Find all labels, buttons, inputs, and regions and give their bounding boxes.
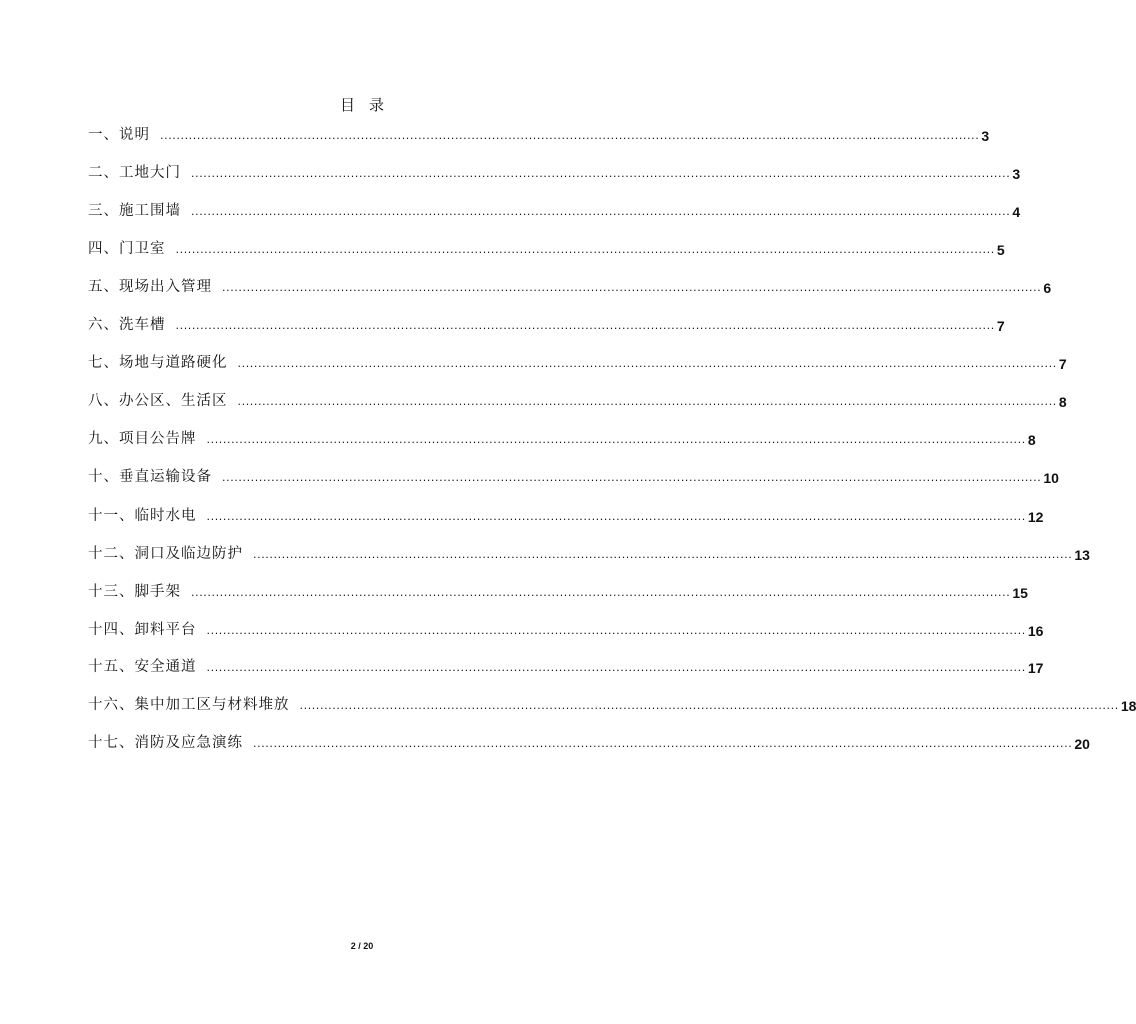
toc-entry-label: 五、现场出入管理 (88, 279, 212, 295)
toc-entry-page: 5 (996, 242, 1005, 258)
toc-entry-label: 十五、安全通道 (88, 659, 197, 675)
toc-leader-dots: ........................................................................................................................................................................................................ (206, 433, 1026, 446)
toc-entry-page: 8 (1027, 432, 1036, 448)
toc-title: 目录 (339, 96, 398, 114)
toc-leader-dots: ........................................................................................................................................................................................................ (206, 624, 1026, 637)
toc-entry-label: 十六、集中加工区与材料堆放 (88, 697, 290, 713)
toc-entry[interactable] (88, 505, 1044, 525)
toc-entry[interactable] (88, 162, 1021, 182)
toc-entry-label: 十四、卸料平台 (88, 622, 197, 638)
toc-leader-dots: ........................................................................................................................................................................................................ (206, 510, 1026, 523)
toc-entry[interactable] (88, 314, 1005, 334)
toc-entry-page: 15 (1012, 585, 1028, 601)
toc-leader-dots: ........................................................................................................................................................................................................ (191, 205, 1011, 218)
toc-entry-label: 一、说明 (88, 127, 150, 143)
toc-entry-page: 7 (1058, 356, 1067, 372)
toc-leader-dots: ........................................................................................................................................................................................................ (206, 661, 1026, 674)
toc-entry-label: 十一、临时水电 (88, 508, 197, 524)
page-indicator: 2 / 20 (350, 941, 374, 951)
toc-entry[interactable] (88, 238, 1005, 258)
toc-entry-page: 8 (1058, 394, 1067, 410)
toc-entry[interactable] (88, 581, 1028, 601)
toc-entry-page: 13 (1074, 547, 1090, 563)
toc-leader-dots: ........................................................................................................................................................................................................ (253, 737, 1073, 750)
toc-entry[interactable] (88, 656, 1044, 676)
toc-entry-page: 17 (1027, 660, 1044, 676)
toc-leader-dots: ........................................................................................................................................................................................................ (237, 357, 1057, 370)
toc-leader-dots: ........................................................................................................................................................................................................ (222, 471, 1042, 484)
toc-entry[interactable] (88, 694, 1136, 714)
toc-entry-label: 十七、消防及应急演练 (88, 735, 243, 751)
toc-entry-label: 八、办公区、生活区 (88, 393, 228, 409)
toc-entry-page: 20 (1074, 736, 1090, 752)
toc-entry-page: 12 (1027, 509, 1044, 525)
toc-leader-dots: ........................................................................................................................................................................................................ (175, 243, 995, 256)
toc-entry[interactable] (88, 428, 1036, 448)
toc-entry-page: 16 (1027, 623, 1044, 639)
toc-entry-label: 三、施工围墙 (88, 203, 181, 219)
toc-leader-dots: ........................................................................................................................................................................................................ (222, 281, 1042, 294)
toc-entry-label: 六、洗车槽 (88, 317, 166, 333)
toc-leader-dots: ........................................................................................................................................................................................................ (175, 319, 995, 332)
toc-leader-dots: ........................................................................................................................................................................................................ (191, 167, 1011, 180)
toc-entry[interactable] (88, 466, 1059, 486)
toc-entry[interactable] (88, 619, 1044, 639)
toc-entry-page: 3 (981, 128, 990, 144)
toc-entry[interactable] (88, 124, 990, 144)
toc-leader-dots: ........................................................................................................................................................................................................ (191, 586, 1011, 599)
toc-entry-page: 3 (1012, 166, 1021, 182)
toc-entry[interactable] (88, 276, 1052, 296)
toc-entry[interactable] (88, 543, 1090, 563)
toc-entry-page: 18 (1120, 698, 1136, 714)
toc-entry-label: 十二、洞口及临边防护 (88, 546, 243, 562)
toc-entry[interactable] (88, 352, 1067, 372)
toc-entry-label: 九、项目公告牌 (88, 431, 197, 447)
toc-entry-label: 四、门卫室 (88, 241, 166, 257)
toc-entry-page: 6 (1043, 280, 1052, 296)
toc-entry-page: 10 (1043, 470, 1059, 486)
toc-entry-label: 七、场地与道路硬化 (88, 355, 228, 371)
toc-entry[interactable] (88, 732, 1090, 752)
toc-entry-page: 7 (996, 318, 1005, 334)
toc-leader-dots: ........................................................................................................................................................................................................ (160, 129, 980, 142)
toc-leader-dots: ........................................................................................................................................................................................................ (237, 395, 1057, 408)
toc-leader-dots: ........................................................................................................................................................................................................ (299, 699, 1119, 712)
toc-entry-label: 二、工地大门 (88, 165, 181, 181)
toc-leader-dots: ........................................................................................................................................................................................................ (253, 548, 1073, 561)
toc-entry[interactable] (88, 390, 1067, 410)
toc-entry[interactable] (88, 200, 1021, 220)
toc-entry-page: 4 (1012, 204, 1021, 220)
toc-entry-label: 十三、脚手架 (88, 584, 181, 600)
toc-entry-label: 十、垂直运输设备 (88, 469, 212, 485)
